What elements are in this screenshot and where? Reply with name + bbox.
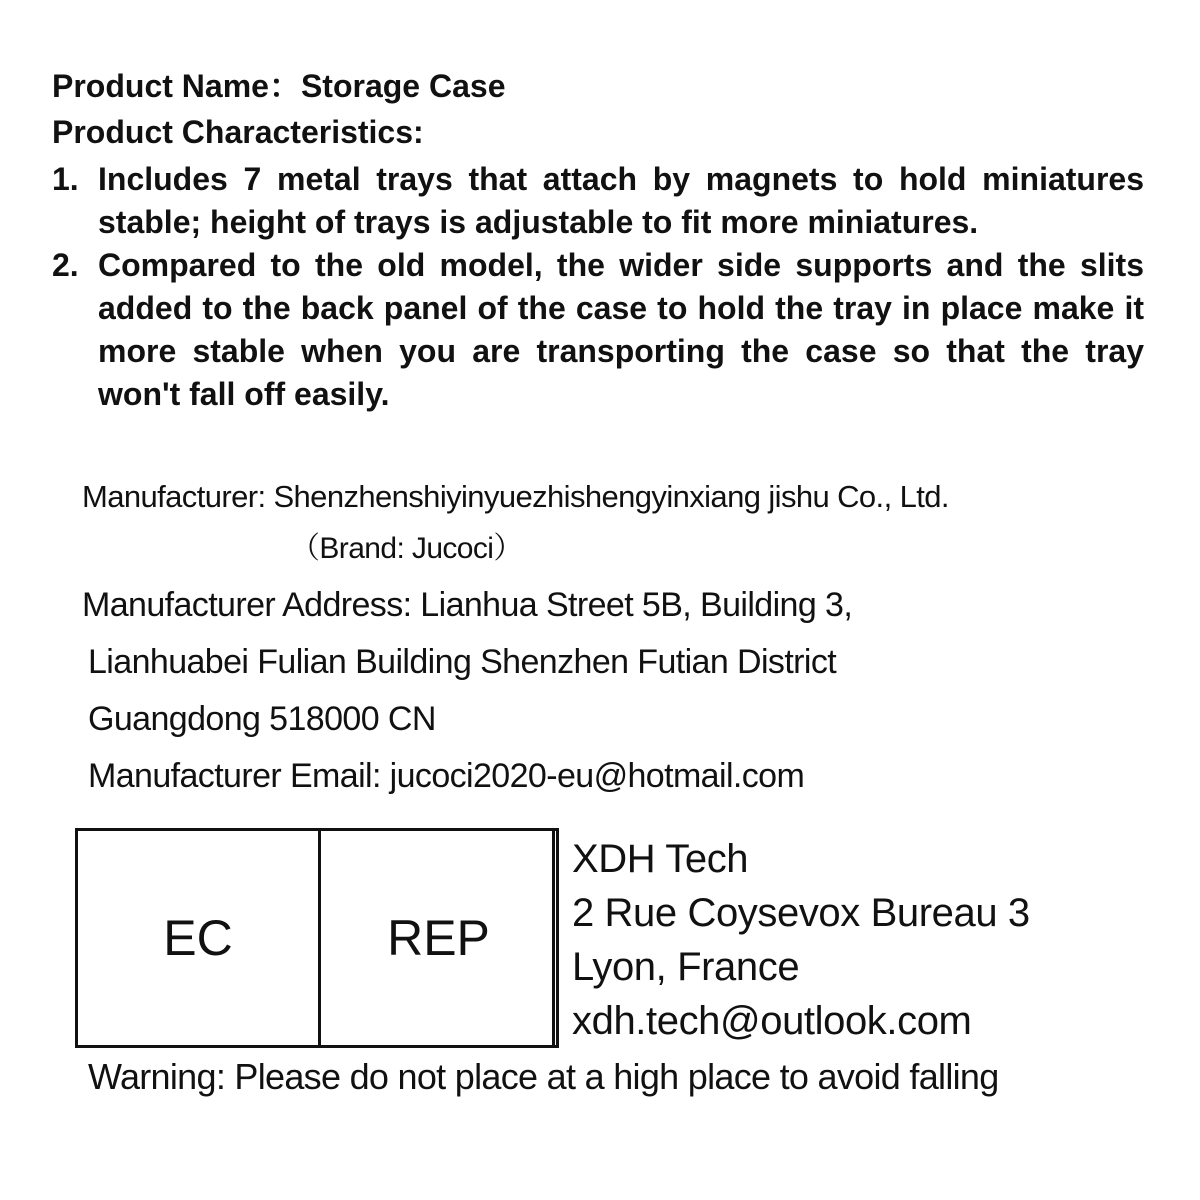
manufacturer-brand: （Brand: Jucoci） [290,532,523,565]
manufacturer-name: Manufacturer: Shenzhenshiyinyuezhishengyinxiang jishu Co., Ltd. [82,479,949,514]
ec-rep-email: xdh.tech@outlook.com [572,999,972,1043]
characteristic-item-2 [52,244,1144,416]
characteristic-item-1 [52,158,1144,244]
product-characteristics-heading: Product Characteristics: [52,114,424,150]
warning-text: Warning: Please do not place at a high place to avoid falling [88,1056,999,1097]
ec-rep-contact [572,832,1030,1048]
ec-rep-city: Lyon, France [572,945,800,989]
ec-label: EC [78,831,321,1045]
manufacturer-address-line-1: Manufacturer Address: Lianhua Street 5B, Building 3, [82,586,853,624]
manufacturer-email: Manufacturer Email: jucoci2020-eu@hotmail.com [88,757,805,795]
characteristic-text: Includes 7 metal trays that attach by magnets to hold miniatures stable; height of trays is adjustable to fit more miniatures. [98,161,1144,240]
product-name-label: Product Name： [52,68,301,104]
characteristics-list [52,158,1144,416]
product-name-line [52,66,505,106]
rep-label: REP [387,910,490,966]
product-name-value: Storage Case [300,68,506,104]
characteristic-text: Compared to the old model, the wider side supports and the slits added to the back panel of the case to hold the tray in place make it more stable when you are transporting the case so that the tray won't fall off easily. [98,247,1144,412]
ec-rep-street: 2 Rue Coysevox Bureau 3 [572,891,1030,935]
characteristic-number: 1. [52,161,79,197]
manufacturer-address-line-3: Guangdong 518000 CN [88,700,436,738]
ec-rep-symbol [75,828,559,1048]
characteristic-number: 2. [52,247,79,283]
manufacturer-address-line-2: Lianhuabei Fulian Building Shenzhen Futian District [88,643,837,681]
ec-rep-divider [552,828,555,1045]
ec-rep-company: XDH Tech [572,837,749,881]
